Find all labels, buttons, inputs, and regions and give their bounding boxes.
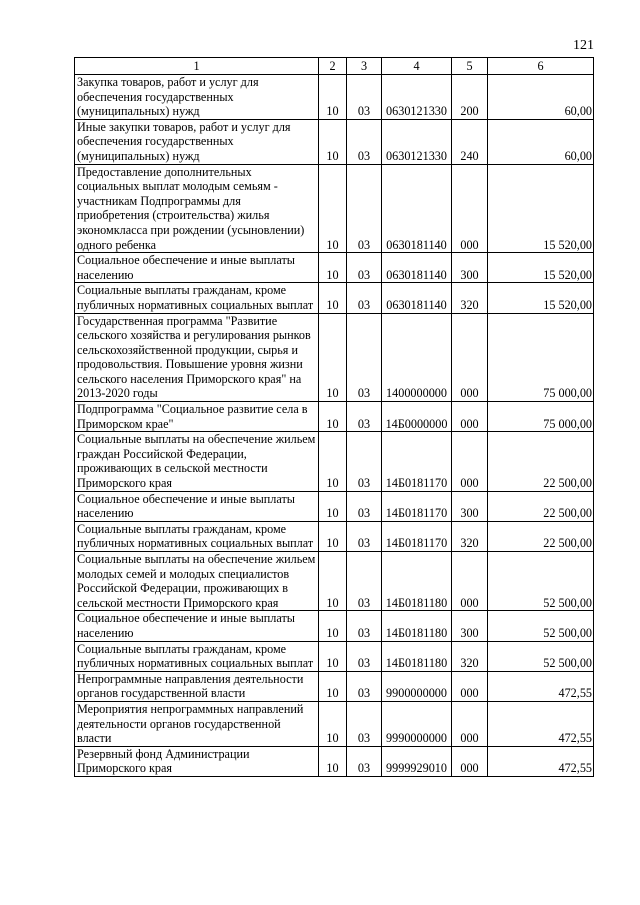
cell-target-article: 9990000000 bbox=[382, 701, 452, 746]
cell-subsection: 03 bbox=[347, 671, 382, 701]
cell-subsection: 03 bbox=[347, 746, 382, 776]
cell-name: Резервный фонд Администрации Приморского края bbox=[75, 746, 319, 776]
cell-subsection: 03 bbox=[347, 432, 382, 491]
cell-target-article: 14Б0000000 bbox=[382, 402, 452, 432]
table-body bbox=[75, 75, 594, 777]
cell-section: 10 bbox=[319, 671, 347, 701]
table-row bbox=[75, 641, 594, 671]
cell-subsection: 03 bbox=[347, 75, 382, 120]
cell-target-article: 14Б0181180 bbox=[382, 611, 452, 641]
cell-target-article: 0630181140 bbox=[382, 283, 452, 313]
budget-table bbox=[74, 57, 594, 777]
table-row bbox=[75, 671, 594, 701]
table-row bbox=[75, 611, 594, 641]
cell-section: 10 bbox=[319, 552, 347, 611]
column-header-3: 3 bbox=[347, 58, 382, 75]
cell-section: 10 bbox=[319, 283, 347, 313]
cell-section: 10 bbox=[319, 746, 347, 776]
table-row bbox=[75, 432, 594, 491]
cell-expense-type: 000 bbox=[452, 746, 488, 776]
column-header-6: 6 bbox=[488, 58, 594, 75]
cell-section: 10 bbox=[319, 75, 347, 120]
cell-amount: 52 500,00 bbox=[488, 641, 594, 671]
cell-section: 10 bbox=[319, 253, 347, 283]
table-row bbox=[75, 552, 594, 611]
cell-target-article: 0630181140 bbox=[382, 253, 452, 283]
cell-subsection: 03 bbox=[347, 491, 382, 521]
cell-expense-type: 320 bbox=[452, 641, 488, 671]
cell-subsection: 03 bbox=[347, 119, 382, 164]
cell-expense-type: 000 bbox=[452, 552, 488, 611]
cell-expense-type: 300 bbox=[452, 611, 488, 641]
cell-amount: 15 520,00 bbox=[488, 283, 594, 313]
table-header bbox=[75, 58, 594, 75]
cell-target-article: 14Б0181170 bbox=[382, 521, 452, 551]
cell-amount: 472,55 bbox=[488, 671, 594, 701]
cell-name: Государственная программа "Развитие сельского хозяйства и регулирования рынков сельскохозяйственной продукции, сырья и продовольствия. Повышение уровня жизни сельского населения Приморского края" на 2013-2020 годы bbox=[75, 313, 319, 402]
cell-amount: 472,55 bbox=[488, 701, 594, 746]
cell-amount: 75 000,00 bbox=[488, 402, 594, 432]
cell-amount: 15 520,00 bbox=[488, 253, 594, 283]
table-row bbox=[75, 283, 594, 313]
cell-subsection: 03 bbox=[347, 253, 382, 283]
cell-target-article: 1400000000 bbox=[382, 313, 452, 402]
table-row bbox=[75, 253, 594, 283]
cell-amount: 22 500,00 bbox=[488, 491, 594, 521]
cell-target-article: 0630121330 bbox=[382, 119, 452, 164]
cell-amount: 60,00 bbox=[488, 75, 594, 120]
cell-expense-type: 320 bbox=[452, 283, 488, 313]
cell-expense-type: 000 bbox=[452, 432, 488, 491]
cell-subsection: 03 bbox=[347, 402, 382, 432]
cell-section: 10 bbox=[319, 521, 347, 551]
cell-amount: 60,00 bbox=[488, 119, 594, 164]
cell-name: Социальные выплаты на обеспечение жильем граждан Российской Федерации, проживающих в сельской местности Приморского края bbox=[75, 432, 319, 491]
cell-subsection: 03 bbox=[347, 552, 382, 611]
cell-expense-type: 200 bbox=[452, 75, 488, 120]
cell-expense-type: 240 bbox=[452, 119, 488, 164]
cell-amount: 472,55 bbox=[488, 746, 594, 776]
page-number: 121 bbox=[573, 38, 594, 53]
cell-target-article: 0630121330 bbox=[382, 75, 452, 120]
cell-target-article: 9999929010 bbox=[382, 746, 452, 776]
cell-section: 10 bbox=[319, 491, 347, 521]
cell-expense-type: 300 bbox=[452, 491, 488, 521]
cell-expense-type: 000 bbox=[452, 313, 488, 402]
cell-amount: 22 500,00 bbox=[488, 432, 594, 491]
cell-expense-type: 000 bbox=[452, 701, 488, 746]
table-row bbox=[75, 746, 594, 776]
table-row bbox=[75, 701, 594, 746]
cell-expense-type: 000 bbox=[452, 164, 488, 253]
cell-subsection: 03 bbox=[347, 701, 382, 746]
cell-amount: 15 520,00 bbox=[488, 164, 594, 253]
cell-name: Предоставление дополнительных социальных выплат молодым семьям - участникам Подпрограммы для приобретения (строительства) жилья экономкласса при рождении (усыновлении) одного ребенка bbox=[75, 164, 319, 253]
cell-target-article: 0630181140 bbox=[382, 164, 452, 253]
cell-subsection: 03 bbox=[347, 313, 382, 402]
table-row bbox=[75, 75, 594, 120]
cell-target-article: 14Б0181170 bbox=[382, 491, 452, 521]
cell-name: Социальные выплаты гражданам, кроме публичных нормативных социальных выплат bbox=[75, 521, 319, 551]
cell-target-article: 9900000000 bbox=[382, 671, 452, 701]
header-row bbox=[75, 58, 594, 75]
cell-amount: 22 500,00 bbox=[488, 521, 594, 551]
cell-expense-type: 320 bbox=[452, 521, 488, 551]
cell-subsection: 03 bbox=[347, 283, 382, 313]
column-header-1: 1 bbox=[75, 58, 319, 75]
cell-section: 10 bbox=[319, 701, 347, 746]
cell-name: Социальное обеспечение и иные выплаты населению bbox=[75, 253, 319, 283]
cell-subsection: 03 bbox=[347, 641, 382, 671]
cell-name: Подпрограмма "Социальное развитие села в Приморском крае" bbox=[75, 402, 319, 432]
cell-name: Мероприятия непрограммных направлений деятельности органов государственной власти bbox=[75, 701, 319, 746]
cell-section: 10 bbox=[319, 641, 347, 671]
table-row bbox=[75, 164, 594, 253]
cell-section: 10 bbox=[319, 611, 347, 641]
cell-target-article: 14Б0181170 bbox=[382, 432, 452, 491]
column-header-5: 5 bbox=[452, 58, 488, 75]
cell-name: Закупка товаров, работ и услуг для обеспечения государственных (муниципальных) нужд bbox=[75, 75, 319, 120]
table-row bbox=[75, 521, 594, 551]
cell-expense-type: 000 bbox=[452, 671, 488, 701]
cell-amount: 52 500,00 bbox=[488, 552, 594, 611]
cell-expense-type: 300 bbox=[452, 253, 488, 283]
cell-section: 10 bbox=[319, 432, 347, 491]
table-row bbox=[75, 313, 594, 402]
table-row bbox=[75, 402, 594, 432]
cell-section: 10 bbox=[319, 164, 347, 253]
cell-section: 10 bbox=[319, 402, 347, 432]
cell-name: Социальное обеспечение и иные выплаты населению bbox=[75, 611, 319, 641]
cell-name: Социальные выплаты гражданам, кроме публичных нормативных социальных выплат bbox=[75, 641, 319, 671]
cell-name: Социальное обеспечение и иные выплаты населению bbox=[75, 491, 319, 521]
cell-amount: 52 500,00 bbox=[488, 611, 594, 641]
cell-target-article: 14Б0181180 bbox=[382, 641, 452, 671]
cell-target-article: 14Б0181180 bbox=[382, 552, 452, 611]
cell-subsection: 03 bbox=[347, 164, 382, 253]
cell-section: 10 bbox=[319, 313, 347, 402]
cell-subsection: 03 bbox=[347, 521, 382, 551]
cell-subsection: 03 bbox=[347, 611, 382, 641]
table-row bbox=[75, 119, 594, 164]
cell-expense-type: 000 bbox=[452, 402, 488, 432]
cell-name: Непрограммные направления деятельности органов государственной власти bbox=[75, 671, 319, 701]
cell-name: Социальные выплаты на обеспечение жильем молодых семей и молодых специалистов Российской Федерации, проживающих в сельской местности Приморского края bbox=[75, 552, 319, 611]
cell-name: Иные закупки товаров, работ и услуг для обеспечения государственных (муниципальных) нужд bbox=[75, 119, 319, 164]
cell-amount: 75 000,00 bbox=[488, 313, 594, 402]
column-header-4: 4 bbox=[382, 58, 452, 75]
cell-name: Социальные выплаты гражданам, кроме публичных нормативных социальных выплат bbox=[75, 283, 319, 313]
cell-section: 10 bbox=[319, 119, 347, 164]
table-row bbox=[75, 491, 594, 521]
column-header-2: 2 bbox=[319, 58, 347, 75]
